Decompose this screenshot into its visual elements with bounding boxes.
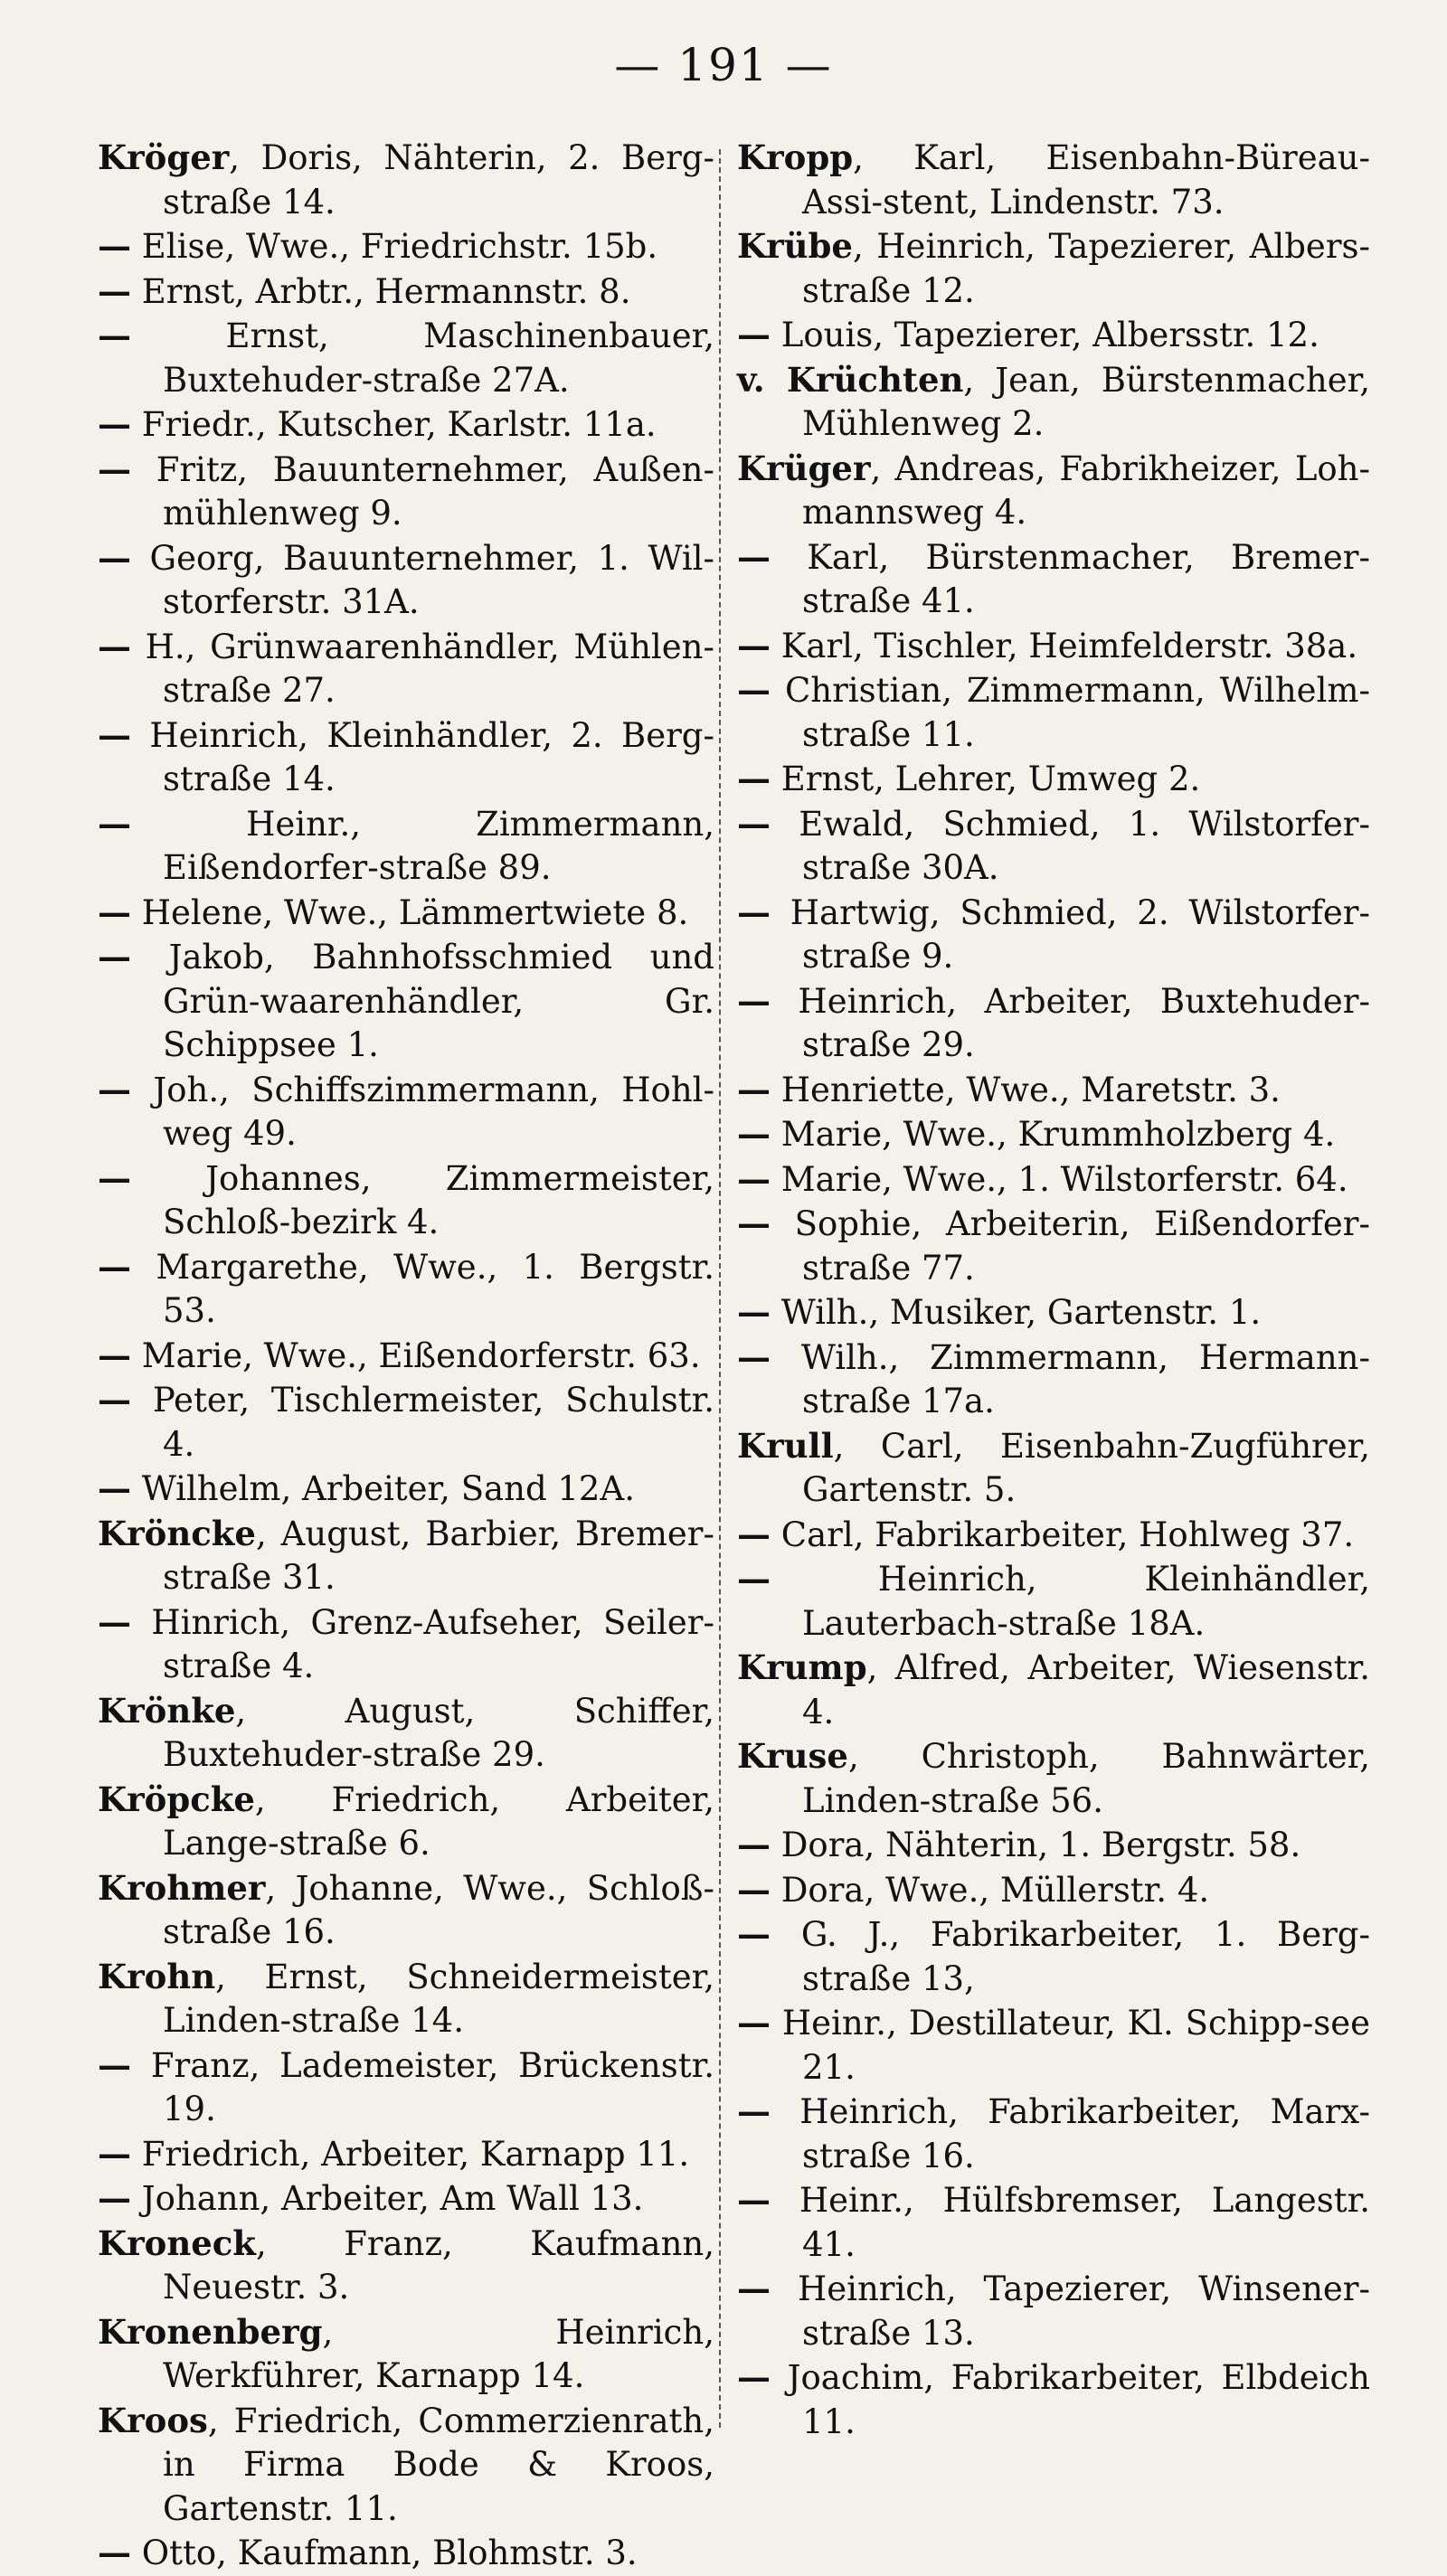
entry-surname: — [737, 536, 771, 577]
directory-entry [98, 2399, 714, 2532]
entry-details: , Friedrich, Commerzienrath, in Firma Bode & Kroos, Gartenstr. 11. [163, 2401, 714, 2528]
entry-surname: — [737, 892, 771, 932]
directory-entry [98, 1512, 714, 1600]
entry-surname: — [737, 2003, 771, 2043]
entry-details: , August, Barbier, Bremer-straße 31. [163, 1514, 714, 1597]
directory-entry [737, 2267, 1370, 2355]
entry-details: Louis, Tapezierer, Albersstr. 12. [771, 316, 1319, 354]
directory-entry [98, 314, 714, 402]
entry-surname: — [98, 226, 131, 266]
entry-surname: — [98, 937, 131, 977]
entry-details: , Franz, Kaufmann, Neuestr. 3. [163, 2223, 714, 2307]
directory-entry [98, 891, 714, 936]
entry-surname: — [737, 1914, 771, 1954]
directory-entry [98, 448, 714, 536]
entry-surname: — [737, 2357, 771, 2397]
entry-surname: Krohn [98, 1956, 216, 1996]
entry-details: , Ernst, Schneidermeister, Linden-straße 14. [163, 1957, 714, 2040]
directory-entry [737, 757, 1370, 802]
directory-entry [737, 1335, 1370, 1424]
directory-entry [737, 1912, 1370, 2001]
entry-details: Wilhelm, Arbeiter, Sand 12A. [131, 1469, 635, 1508]
entry-surname: Kronenberg [98, 2311, 323, 2352]
page-number: — 191 — [614, 39, 833, 91]
directory-entry [98, 269, 714, 315]
entry-surname: — [98, 1380, 131, 1420]
directory-entry [737, 1157, 1370, 1203]
directory-entry [98, 1778, 714, 1866]
entry-details: Ernst, Lehrer, Umweg 2. [771, 760, 1201, 798]
entry-details: Joachim, Fabrikarbeiter, Elbdeich 11. [771, 2358, 1370, 2441]
directory-entry [737, 1646, 1370, 1734]
directory-entry [737, 1868, 1370, 1913]
entry-details: , Alfred, Arbeiter, Wiesenstr. 4. [802, 1648, 1370, 1731]
directory-entry [98, 2222, 714, 2310]
entry-surname: — [98, 2533, 131, 2572]
entry-details: Heinrich, Arbeiter, Buxtehuder-straße 29. [771, 981, 1370, 1064]
entry-details: , Friedrich, Arbeiter, Lange-straße 6. [163, 1779, 714, 1863]
entry-surname: — [737, 1158, 771, 1199]
entry-surname: Krübe [737, 226, 853, 266]
entry-surname: — [98, 1468, 131, 1508]
entry-surname: — [737, 980, 771, 1021]
entry-surname: v. Krüchten [737, 359, 964, 400]
directory-entry [737, 2355, 1370, 2444]
directory-entry [737, 447, 1370, 535]
entry-surname: — [98, 1157, 131, 1198]
entry-details: Otto, Kaufmann, Blohmstr. 3. [131, 2534, 638, 2572]
entry-surname: — [737, 2269, 771, 2308]
entry-details: Ernst, Maschinenbauer, Buxtehuder-straße 27A. [131, 316, 714, 400]
entry-details: , August, Schiffer, Buxtehuder-straße 29. [163, 1691, 714, 1774]
directory-entry [737, 2178, 1370, 2267]
entry-surname: Krohmer [98, 1867, 266, 1908]
directory-entry [98, 402, 714, 448]
directory-entry [98, 2132, 714, 2177]
entry-surname: — [737, 803, 771, 844]
entry-details: , Andreas, Fabrikheizer, Loh-mannsweg 4. [802, 448, 1370, 532]
entry-details: Ewald, Schmied, 1. Wilstorfer-straße 30A. [771, 804, 1370, 887]
entry-surname: — [737, 670, 771, 710]
entry-surname: — [737, 1514, 771, 1554]
directory-entry [98, 1600, 714, 1689]
directory-entry [98, 2176, 714, 2222]
entry-details: Karl, Tischler, Heimfelderstr. 38a. [771, 626, 1358, 665]
directory-entry [98, 1955, 714, 2043]
entry-surname: — [737, 1203, 771, 1243]
entry-surname: Krüger [737, 448, 871, 488]
entry-details: Fritz, Bauunternehmer, Außen-mühlenweg 9. [131, 449, 714, 533]
entry-details: Franz, Lademeister, Brückenstr. 19. [131, 2045, 714, 2128]
directory-entry [98, 2531, 714, 2576]
entry-surname: Kroneck [98, 2222, 256, 2263]
entry-surname: — [98, 803, 131, 844]
left-column [98, 136, 714, 2576]
entry-surname: Kroos [98, 2400, 208, 2440]
entry-surname: — [98, 2044, 131, 2085]
directory-entry [98, 802, 714, 891]
entry-details: Heinr., Destillateur, Kl. Schipp-see 21. [771, 2004, 1370, 2087]
directory-entry [98, 625, 714, 713]
entry-details: Peter, Tischlermeister, Schulstr. 4. [131, 1381, 714, 1464]
entry-surname: — [98, 316, 131, 355]
directory-entry [737, 1734, 1370, 1823]
entry-details: , Heinrich, Tapezierer, Albers-straße 12. [802, 227, 1370, 310]
directory-entry [737, 136, 1370, 224]
entry-details: Carl, Fabrikarbeiter, Hohlweg 37. [771, 1514, 1355, 1554]
entry-surname: Krull [737, 1425, 834, 1466]
entry-surname: — [98, 2178, 131, 2218]
directory-entry [737, 624, 1370, 669]
entry-details: Friedrich, Arbeiter, Karnapp 11. [131, 2134, 690, 2174]
directory-entry [98, 2043, 714, 2132]
entry-details: Wilh., Zimmermann, Hermann-straße 17a. [771, 1337, 1370, 1420]
directory-entry [737, 1202, 1370, 1290]
entry-details: Marie, Wwe., 1. Wilstorferstr. 64. [771, 1159, 1348, 1199]
entry-surname: — [98, 1601, 131, 1642]
entry-details: Hinrich, Grenz-Aufseher, Seiler-straße 4. [131, 1602, 714, 1685]
entry-details: Georg, Bauunternehmer, 1. Wil-storferstr. 31A. [131, 538, 714, 621]
directory-entry [737, 1290, 1370, 1335]
entry-surname: — [98, 448, 131, 489]
directory-entry [737, 979, 1370, 1068]
entry-details: Heinrich, Tapezierer, Winsener-straße 13. [771, 2269, 1370, 2353]
directory-entry [98, 1689, 714, 1778]
entry-surname: — [737, 315, 771, 354]
entry-surname: — [737, 1336, 771, 1377]
directory-entry [98, 224, 714, 269]
directory-entry [737, 802, 1370, 891]
entry-surname: Kröpcke [98, 1779, 255, 1819]
directory-entry [98, 713, 714, 802]
directory-entry [98, 1334, 714, 1379]
entry-details: Elise, Wwe., Friedrichstr. 15b. [131, 227, 658, 266]
directory-entry [737, 1068, 1370, 1113]
entry-details: Jakob, Bahnhofsschmied und Grün-waarenhändler, Gr. Schippsee 1. [131, 938, 714, 1064]
entry-surname: Krönke [98, 1690, 236, 1731]
directory-entry [737, 2001, 1370, 2090]
entry-details: , Heinrich, Werkführer, Karnapp 14. [163, 2312, 714, 2395]
entry-details: Friedr., Kutscher, Karlstr. 11a. [131, 405, 657, 444]
entry-details: Margarethe, Wwe., 1. Bergstr. 53. [131, 1247, 714, 1330]
entry-details: Heinrich, Kleinhändler, 2. Berg-straße 14. [131, 715, 714, 798]
directory-entry [737, 313, 1370, 358]
directory-entry [737, 1513, 1370, 1558]
entry-surname: — [737, 1825, 771, 1864]
entry-details: Henriette, Wwe., Maretstr. 3. [771, 1070, 1281, 1109]
entry-surname: — [737, 1869, 771, 1910]
directory-entry [98, 2310, 714, 2399]
directory-entry [737, 891, 1370, 979]
entry-surname: Kropp [737, 137, 854, 177]
entry-surname: — [98, 270, 131, 311]
directory-entry [737, 358, 1370, 447]
directory-entry [98, 536, 714, 625]
entry-surname: Kröger [98, 137, 230, 177]
entry-surname: — [98, 404, 131, 444]
column-divider [719, 149, 723, 2428]
directory-entry [98, 1866, 714, 1955]
directory-entry [737, 1823, 1370, 1868]
entry-details: , Jean, Bürstenmacher, Mühlenweg 2. [802, 360, 1370, 443]
entry-details: H., Grünwaarenhändler, Mühlen-straße 27. [131, 627, 714, 710]
entry-surname: — [737, 2180, 771, 2220]
entry-details: Heinrich, Kleinhändler, Lauterbach-straße 18A. [771, 1560, 1370, 1643]
entry-details: Karl, Bürstenmacher, Bremer-straße 41. [771, 537, 1370, 620]
entry-details: Helene, Wwe., Lämmertwiete 8. [131, 892, 689, 932]
directory-entry [98, 136, 714, 224]
entry-surname: — [98, 714, 131, 755]
entry-details: Marie, Wwe., Eißendorferstr. 63. [131, 1335, 701, 1375]
directory-entry [98, 1156, 714, 1245]
entry-surname: — [737, 1114, 771, 1154]
entry-details: Heinrich, Fabrikarbeiter, Marx-straße 16. [771, 2092, 1370, 2175]
directory-entry [737, 2090, 1370, 2178]
entry-surname: — [98, 1246, 131, 1287]
entry-details: , Doris, Nähterin, 2. Berg-straße 14. [163, 138, 714, 222]
entry-details: , Karl, Eisenbahn-Büreau-Assi-stent, Lindenstr. 73. [802, 138, 1370, 222]
entry-details: Ernst, Arbtr., Hermannstr. 8. [131, 271, 631, 311]
directory-entry [98, 1378, 714, 1467]
entry-surname: — [98, 892, 131, 932]
directory-entry [737, 1557, 1370, 1646]
entry-surname: — [98, 537, 131, 578]
entry-details: , Johanne, Wwe., Schloß-straße 16. [163, 1868, 714, 1951]
entry-details: Hartwig, Schmied, 2. Wilstorfer-straße 9. [771, 892, 1370, 976]
entry-details: Johannes, Zimmermeister, Schloß-bezirk 4. [131, 1158, 714, 1241]
directory-entry [737, 1424, 1370, 1513]
entry-details: , Christoph, Bahnwärter, Linden-straße 56. [802, 1737, 1370, 1820]
entry-details: Heinr., Zimmermann, Eißendorfer-straße 89. [131, 804, 714, 887]
entry-surname: — [98, 626, 131, 666]
entry-details: Sophie, Arbeiterin, Eißendorfer-straße 77. [771, 1204, 1370, 1288]
directory-entry [98, 1467, 714, 1512]
entry-surname: — [737, 1069, 771, 1109]
entry-surname: — [737, 2091, 771, 2131]
entry-details: Wilh., Musiker, Gartenstr. 1. [771, 1293, 1262, 1332]
entry-details: Christian, Zimmermann, Wilhelm-straße 11. [771, 671, 1370, 754]
right-column [737, 136, 1370, 2444]
entry-details: Dora, Nähterin, 1. Bergstr. 58. [771, 1826, 1301, 1864]
directory-entry [98, 1068, 714, 1156]
entry-details: Dora, Wwe., Müllerstr. 4. [771, 1870, 1210, 1910]
entry-surname: — [737, 1292, 771, 1332]
entry-surname: Kruse [737, 1736, 848, 1776]
directory-entry [98, 935, 714, 1068]
directory-entry [737, 668, 1370, 757]
entry-surname: — [737, 759, 771, 798]
entry-details: Marie, Wwe., Krummholzberg 4. [771, 1115, 1336, 1154]
entry-surname: — [98, 1335, 131, 1375]
directory-entry [737, 1112, 1370, 1157]
entry-surname: — [98, 1069, 131, 1109]
entry-surname: — [737, 625, 771, 665]
entry-surname: — [98, 2133, 131, 2174]
entry-details: Johann, Arbeiter, Am Wall 13. [131, 2179, 644, 2218]
entry-details: , Carl, Eisenbahn-Zugführer, Gartenstr. 5. [802, 1426, 1370, 1509]
directory-entry [737, 535, 1370, 624]
entry-surname: Krump [737, 1647, 867, 1687]
directory-entry [98, 1245, 714, 1334]
entry-surname: Kröncke [98, 1513, 256, 1553]
directory-entry [737, 224, 1370, 313]
entry-details: G. J., Fabrikarbeiter, 1. Berg-straße 13, [771, 1915, 1370, 1998]
entry-surname: — [737, 1559, 771, 1599]
entry-details: Joh., Schiffszimmermann, Hohl-weg 49. [131, 1070, 714, 1153]
entry-details: Heinr., Hülfsbremser, Langestr. 41. [771, 2181, 1370, 2264]
